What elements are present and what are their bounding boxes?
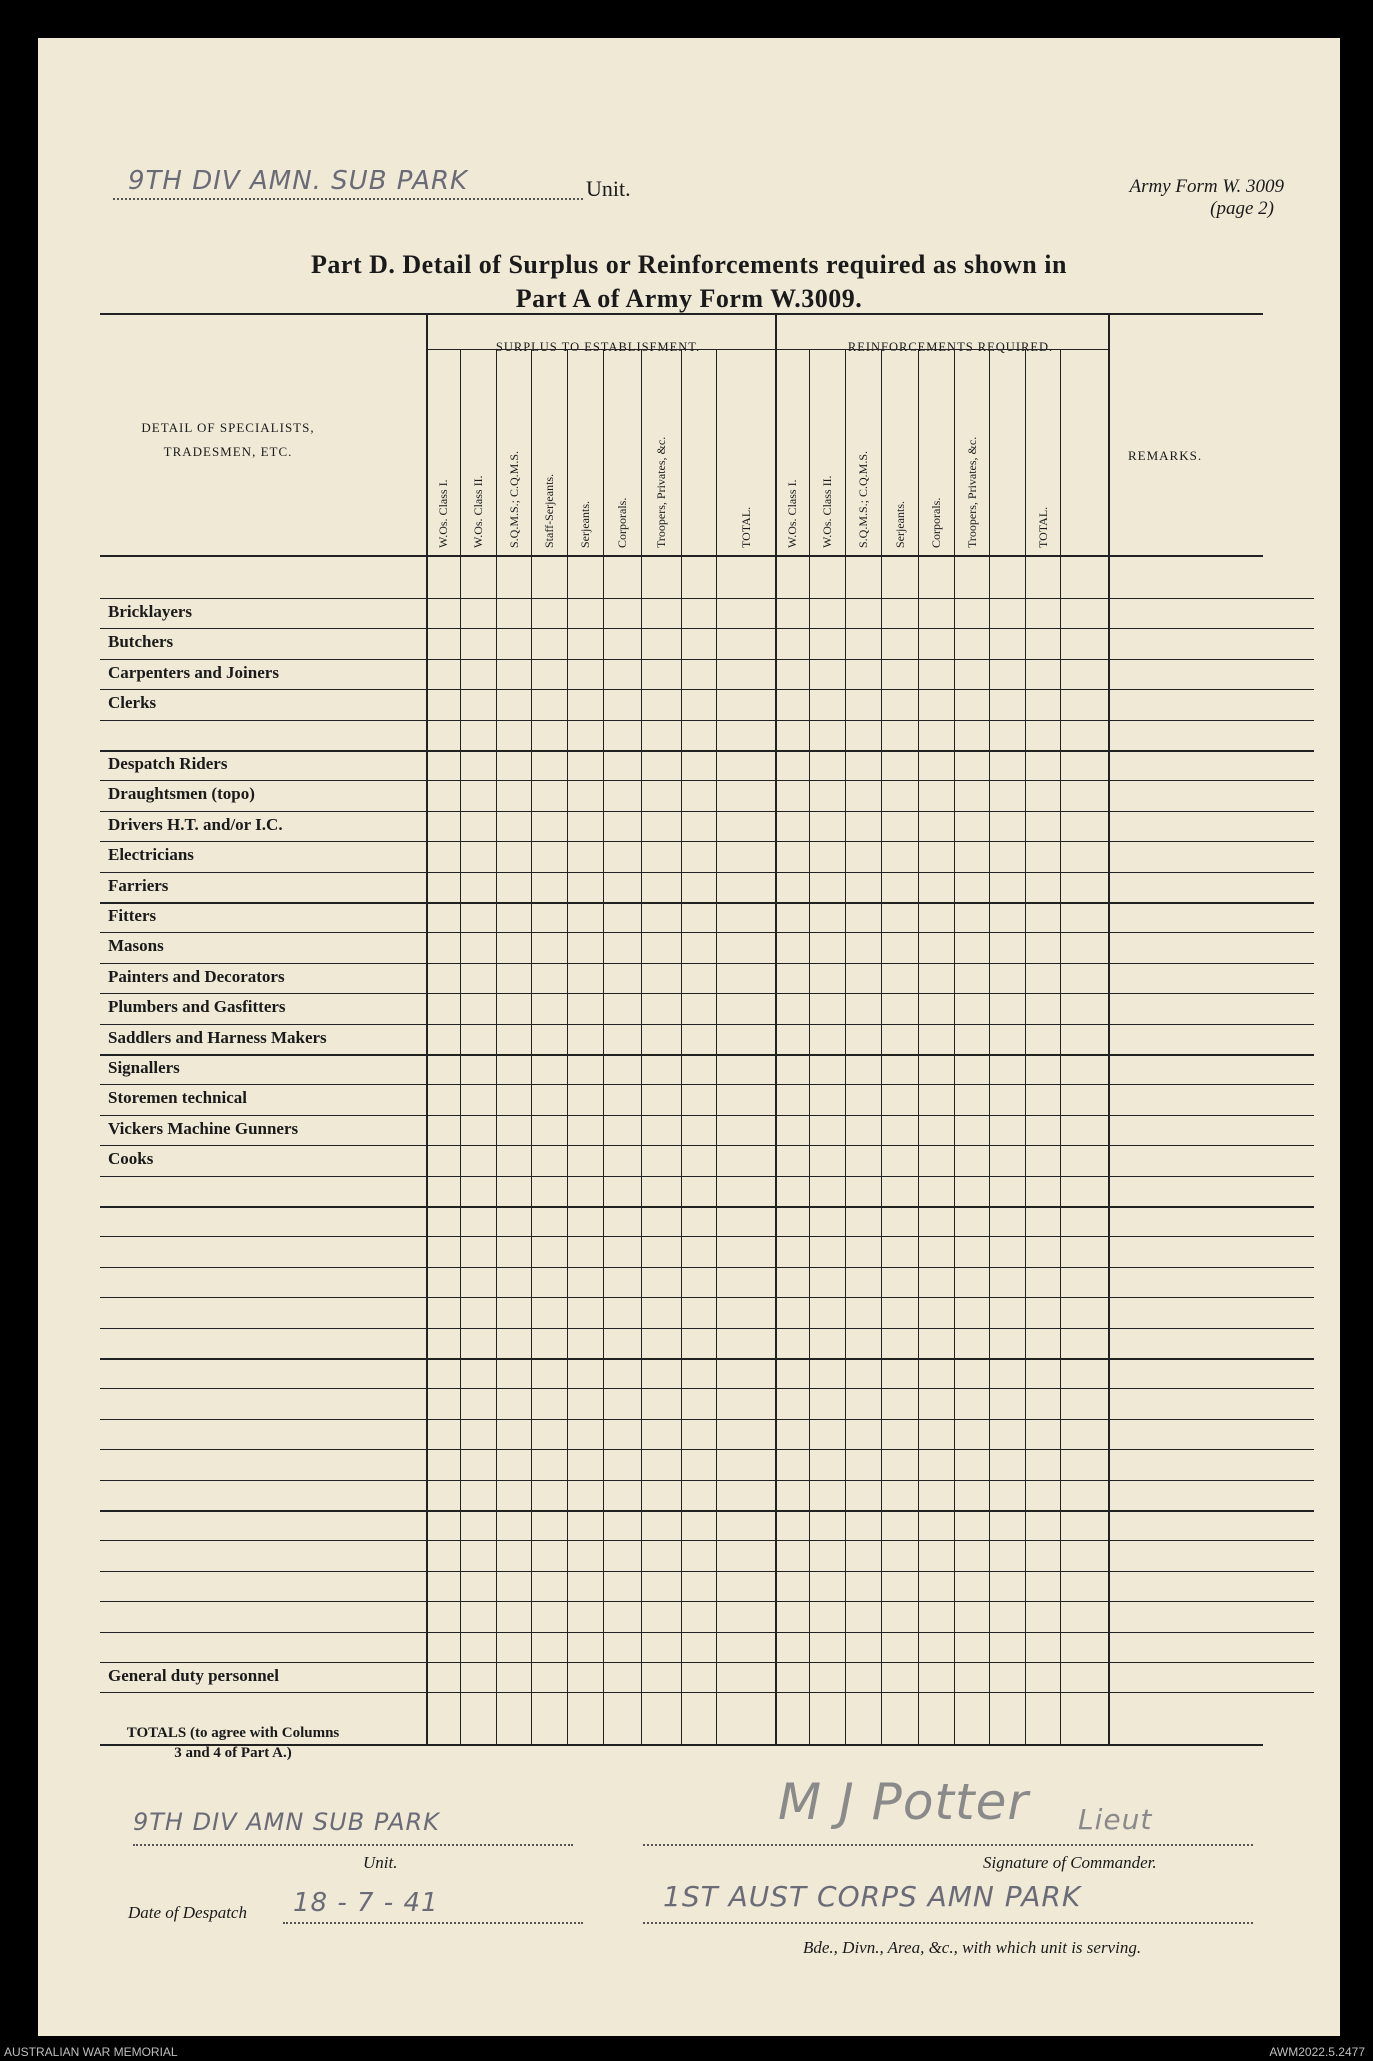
surplus-col-header: TOTAL. — [738, 506, 753, 548]
table-row-line — [100, 1510, 1314, 1512]
grid-vline — [603, 349, 604, 1744]
table-row-label: Butchers — [108, 632, 174, 652]
table-row-line — [100, 1692, 1314, 1693]
table-row-label: Painters and Decorators — [108, 966, 285, 986]
grid-vline — [809, 349, 810, 1744]
grid-vline — [918, 349, 919, 1744]
table-row-line — [100, 1297, 1314, 1298]
table-row-line — [100, 841, 1314, 842]
grid-vline — [531, 349, 532, 1744]
table-row-line — [100, 1419, 1314, 1420]
table-row-line — [100, 1571, 1314, 1572]
table-row-label: Plumbers and Gasfitters — [108, 997, 286, 1017]
totals-label — [88, 1723, 378, 1763]
surplus-col-header: W.Os. Class I. — [436, 479, 450, 548]
table-row-line — [100, 963, 1314, 964]
table-row-line — [100, 1601, 1314, 1602]
footer-unit-line — [133, 1844, 573, 1846]
grid-vline — [681, 349, 682, 1744]
table-row-line — [100, 750, 1314, 752]
credit-left: AUSTRALIAN WAR MEMORIAL — [4, 2045, 178, 2059]
remarks-header: REMARKS. — [1128, 448, 1203, 463]
unit-handwritten: 9TH DIV AMN. SUB PARK — [128, 166, 469, 196]
table-row-line — [100, 1449, 1314, 1450]
table-row-label: Storemen technical — [108, 1088, 247, 1108]
reinforcement-col-header: TOTAL. — [1035, 506, 1050, 548]
brigade-label: Bde., Divn., Area, &c., with which unit is serving. — [803, 1938, 1142, 1957]
table-row-line — [100, 780, 1314, 781]
grid-vline — [641, 349, 642, 1744]
grid-vline — [954, 349, 955, 1744]
group-separator — [775, 313, 777, 1744]
group-header-line — [426, 349, 1108, 350]
totals-line-2: 3 and 4 of Part A.) — [174, 1745, 292, 1761]
grid-vline — [989, 349, 990, 1744]
table-row-label: General duty personnel — [108, 1666, 279, 1685]
table-row-line — [100, 993, 1314, 994]
table-row-line — [100, 811, 1314, 812]
date-line — [283, 1922, 583, 1924]
brigade-line — [643, 1922, 1253, 1924]
table-row-line — [100, 1054, 1314, 1056]
surplus-col-header: Troopers, Privates, &c. — [654, 436, 668, 548]
form-page: (page 2) — [1210, 198, 1274, 219]
surplus-col-header: Serjeants. — [578, 501, 592, 548]
surplus-group-header: SURPLUS TO ESTABLISFMENT. — [495, 340, 701, 354]
signature-line — [643, 1844, 1253, 1846]
table-row-line — [100, 1145, 1314, 1146]
table-row-label: Draughtsmen (topo) — [108, 784, 255, 804]
table-row-line — [100, 720, 1314, 721]
table-row-label: Signallers — [108, 1058, 180, 1077]
table-row-label: Saddlers and Harness Makers — [108, 1027, 327, 1047]
table-row-line — [100, 1267, 1314, 1268]
table-row-line — [100, 598, 1314, 599]
table-row-line — [100, 1328, 1314, 1329]
grid-vline — [460, 349, 461, 1744]
reinforcement-col-header: S.Q.M.S.; C.Q.M.S. — [856, 450, 870, 548]
signature-label: Signature of Commander. — [983, 1853, 1157, 1872]
reinforcement-col-header: W.Os. Class I. — [785, 479, 799, 548]
date-label: Date of Despatch — [128, 1903, 247, 1922]
table-top-line — [100, 313, 1263, 315]
remarks-left-border — [1108, 313, 1110, 1744]
table-row-label: Despatch Riders — [108, 754, 228, 773]
table-row-label: Bricklayers — [108, 602, 193, 621]
table-row-line — [100, 1206, 1314, 1208]
table-row-line — [100, 1024, 1314, 1025]
title-line-2: Part A of Army Form W.3009. — [515, 284, 863, 313]
table-row-line — [100, 902, 1314, 904]
table-row-label: Carpenters and Joiners — [108, 662, 279, 682]
table-row-line — [100, 659, 1314, 660]
table-row-line — [100, 1662, 1314, 1663]
surplus-col-header: Corporals. — [615, 497, 629, 548]
grid-vline — [881, 349, 882, 1744]
table-row-line — [100, 1480, 1314, 1481]
table-row-line — [100, 1084, 1314, 1085]
surplus-col-header: S.Q.M.S.; C.Q.M.S. — [506, 450, 521, 548]
table-row-line — [100, 1236, 1314, 1237]
grid-vline — [496, 349, 497, 1744]
signature: M J Potter — [778, 1773, 1029, 1831]
grid-vline — [716, 349, 717, 1744]
detail-header — [98, 416, 358, 464]
brigade-handwritten: 1ST AUST CORPS AMN PARK — [663, 1880, 1082, 1913]
table-row-line — [100, 1632, 1314, 1633]
unit-label: Unit. — [586, 176, 631, 201]
table-row-line — [100, 1540, 1314, 1541]
surplus-col-header: W.Os. Class II. — [471, 475, 485, 548]
table-row-label: Cooks — [108, 1149, 154, 1169]
grid-vline — [1060, 349, 1061, 1744]
detail-header-line-1: DETAIL OF SPECIALISTS, — [141, 420, 315, 435]
surplus-col-header: Staff-Serjeants. — [542, 473, 556, 548]
table-row-line — [100, 1388, 1314, 1389]
reinforcement-col-header: Troopers, Privates, &c. — [964, 436, 979, 548]
footer-unit-label: Unit. — [363, 1853, 398, 1872]
table-row-label: Masons — [108, 936, 164, 956]
reinforcement-col-header: Corporals. — [929, 497, 943, 548]
form-number: Army Form W. 3009 — [1129, 176, 1284, 197]
table-row-label: Electricians — [108, 845, 194, 865]
table-row-label: Fitters — [108, 906, 157, 925]
table-row-line — [100, 1115, 1314, 1116]
table-row-line — [100, 932, 1314, 933]
table-row-label: Vickers Machine Gunners — [108, 1118, 299, 1138]
grid-vline — [567, 349, 568, 1744]
footer-unit-handwritten: 9TH DIV AMN SUB PARK — [133, 1808, 440, 1836]
date-handwritten: 18 - 7 - 41 — [293, 1888, 439, 1918]
table-row-line — [100, 1176, 1314, 1177]
reinforcements-group-header: REINFORCEMENTS REQUIRED. — [847, 340, 1054, 354]
detail-table — [38, 38, 1340, 2036]
surplus-left-border — [426, 313, 428, 1744]
table-row-label: Farriers — [108, 875, 169, 895]
table-row-line — [100, 1358, 1314, 1360]
table-row-label: Clerks — [108, 693, 157, 713]
table-row-line — [100, 689, 1314, 690]
grid-vline — [1025, 349, 1026, 1744]
reinforcement-col-header: Serjeants. — [892, 501, 907, 548]
signature-rank: Lieut — [1078, 1803, 1153, 1836]
detail-header-line-2: TRADESMEN, ETC. — [163, 444, 293, 459]
grid-vline — [845, 349, 846, 1744]
reinforcement-col-header: W.Os. Class II. — [820, 475, 834, 548]
title-line-1: Part D. Detail of Surplus or Reinforcements required as shown in — [311, 250, 1067, 279]
form-sheet — [38, 38, 1340, 2036]
table-row-label: Drivers H.T. and/or I.C. — [108, 814, 283, 834]
totals-line-1: TOTALS (to agree with Columns — [126, 1725, 340, 1741]
table-row-line — [100, 628, 1314, 629]
table-row-line — [100, 872, 1314, 873]
credit-right: AWM2022.5.2477 — [1269, 2045, 1365, 2059]
